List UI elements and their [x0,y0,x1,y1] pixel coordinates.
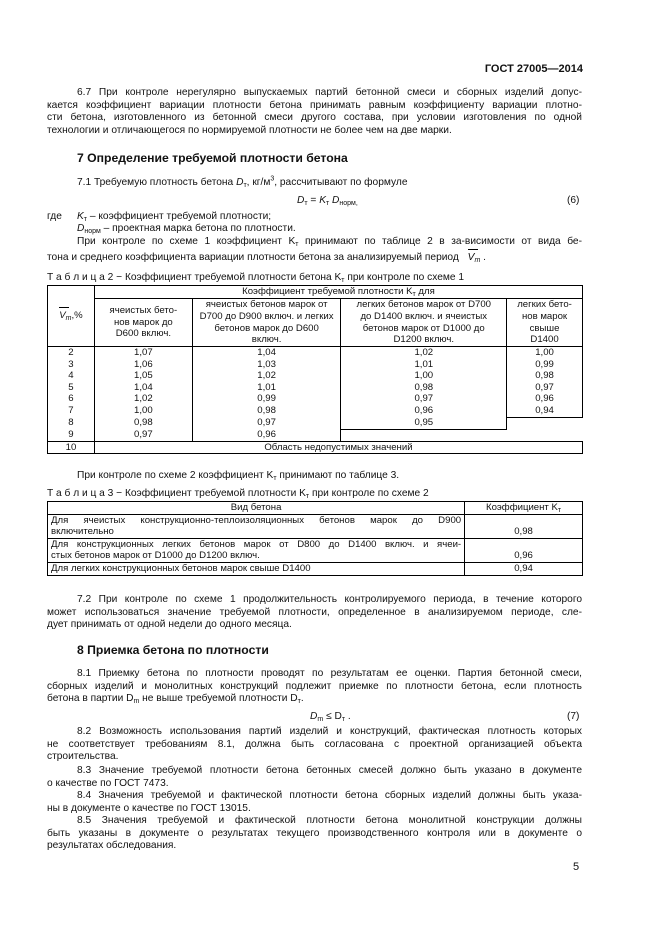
variation-cell: 5 [48,382,95,394]
section-8-title: 8 Приемка бетона по плотности [77,643,269,657]
coefficient-cell: 1,00 [94,405,192,417]
paragraph-8-2: 8.2 Возможность использования партий изделий и конструкций, фактическая плотность которых не соответствует требованиям 8.1, должна быть согласована с проектной организацией объекта строительства. [47,726,582,763]
col-header: легких бето- нов марок свыше D1400 [507,299,583,347]
col-header: Вид бетона [48,502,465,515]
col-header: легких бетонов марок от D700 до D1400 включ. и ячеистых бетонов марок от D1000 до D1200 включ. [341,299,507,347]
coefficient-cell: 1,05 [94,370,192,382]
coefficient-cell: 0,98 [192,405,341,417]
col-header: ячеистых бето- нов марок до D600 включ. [94,299,192,347]
where-label: где [47,211,62,222]
where-k: $K_т$ – коэффициент требуемой плотности; [77,211,272,223]
document-code: ГОСТ 27005—2014 [484,63,583,75]
coefficient-cell: 1,00 [341,370,507,382]
col-header: Коэффициент $K_т$ [465,502,583,515]
coefficient-cell: 0,98 [465,514,583,538]
table-2 [47,285,583,454]
coefficient-cell: 0,97 [192,417,341,429]
table-row [48,538,583,562]
concrete-type-cell: Для ячеистых конструкционно-теплоизоляционных бетонов марок до D900 включительно [48,514,465,538]
coefficient-cell: 1,03 [192,359,341,371]
coefficient-cell: 0,96 [341,405,507,417]
coefficient-cell [507,417,583,429]
vm-header: $V_m,\%$ [48,286,95,347]
table-row [48,359,583,371]
table-row [48,393,583,405]
coefficient-cell: 0,98 [341,382,507,394]
where-d: $D_{норм}$ – проектная марка бетона по плотности. [77,223,296,235]
coefficient-cell: 1,02 [192,370,341,382]
formula-6-number: (6) [567,195,580,206]
paragraph-8-5: 8.5 Значения требуемой и фактической плотности бетона монолитной конструкции должны быть указаны в документе о результатах текущего производственного контроля или в документе о результатах обследования. [47,815,582,852]
coefficient-cell: 0,97 [507,382,583,394]
coefficient-cell: 1,00 [507,347,583,359]
coefficient-cell: 0,98 [507,370,583,382]
coefficient-cell [507,429,583,441]
variation-cell: 2 [48,347,95,359]
group-header: Коэффициент требуемой плотности $K_т$ для [94,286,582,299]
table-3-caption: Т а б л и ц а 3 − Коэффициент требуемой плотности $K_т$ при контроле по схеме 2 [47,488,429,500]
coefficient-cell: 1,04 [192,347,341,359]
table-row [48,429,583,441]
variation-cell: 9 [48,429,95,441]
coefficient-cell: 0,96 [465,538,583,562]
table-row: 10 Область недопустимых значений [48,441,583,454]
paragraph-8-4: 8.4 Значения требуемой и фактической плотности бетона сборных изделий должны быть указа- ны в документе о качестве по ГОСТ 13015. [47,790,582,814]
coefficient-cell: 1,06 [94,359,192,371]
formula-6: $D_т = K_т$ $D_{норм,}$ [297,195,358,207]
coefficient-cell: 1,04 [94,382,192,394]
paragraph-7-2: 7.2 При контроле по схеме 1 продолжительность контролируемого периода, в течение которого может использоваться значение требуемой плотности, определенное в анализируемом периоде, сле- дует принимать от одной недели до одного месяца. [47,594,582,631]
variation-cell: 8 [48,417,95,429]
paragraph-7-1-cont: тона и среднего коэффициента вариации плотности бетона за анализируемый период $V_m$ . [47,252,486,265]
coefficient-cell: 0,96 [507,393,583,405]
coefficient-cell: 1,02 [341,347,507,359]
concrete-type-cell: Для конструкционных легких бетонов марок от D800 до D1400 включ. и ячеи- стых бетонов марок от D1000 до D1200 включ. [48,538,465,562]
paragraph-7-1-scheme1: При контроле по схеме 1 коэффициент $K_т$ принимают по таблице 2 в за-висимости от вида бе- [77,236,582,248]
coefficient-cell: 0,99 [192,393,341,405]
table-row [48,562,583,575]
page-number: 5 [573,861,580,873]
section-7-title: 7 Определение требуемой плотности бетона [77,151,348,165]
table-row [48,370,583,382]
table-row [48,417,583,429]
table-row [48,347,583,359]
coefficient-cell: 0,97 [94,429,192,441]
paragraph-8-3: 8.3 Значение требуемой плотности бетона бетонных смесей должно быть указано в документе о качестве по ГОСТ 7473. [47,765,582,789]
table-2-caption: Т а б л и ц а 2 − Коэффициент требуемой плотности бетона $K_т$ при контроле по схеме 1 [47,272,465,284]
coefficient-cell: 1,07 [94,347,192,359]
table-3 [47,501,583,576]
concrete-type-cell: Для легких конструкционных бетонов марок свыше D1400 [48,562,465,575]
coefficient-cell: 0,97 [341,393,507,405]
col-header: ячеистых бетонов марок от D700 до D900 включ. и легких бетонов марок до D600 включ. [192,299,341,347]
paragraph-7-1: 7.1 Требуемую плотность бетона $D_т$, $кг/м^3$, рассчитывают по формуле [77,175,408,189]
coefficient-cell: 1,02 [94,393,192,405]
paragraph-scheme-2: При контроле по схеме 2 коэффициент $K_т$ принимают по таблице 3. [77,470,400,482]
paragraph-8-1: 8.1 Приемку бетона по плотности проводят по результатам ее оценки. Партия бетонной смеси, сборных изделий и монолитных конструкций подлежит приемке по плотности бетона, если плотность бетона в партии $D_m$ не выше требуемой плотности $D_т$. [47,668,582,706]
variation-cell: 3 [48,359,95,371]
table-row [48,382,583,394]
table-row [48,405,583,417]
formula-7: $D_m \le D_т$ . [310,711,351,723]
variation-cell: 6 [48,393,95,405]
variation-cell: 4 [48,370,95,382]
coefficient-cell: 0,96 [192,429,341,441]
coefficient-cell: 0,94 [507,405,583,417]
coefficient-cell: 0,99 [507,359,583,371]
variation-cell: 7 [48,405,95,417]
coefficient-cell: 0,98 [94,417,192,429]
coefficient-cell [341,429,507,441]
paragraph-6-7: 6.7 При контроле нерегулярно выпускаемых партий бетонной смеси и сборных изделий допус- кается коэффициент вариации плотности бетона принимать равным коэффициенту вариации плотно- сти бетона, изготовленного из бетонной смеси другого состава, при условии изготовления по одной технологии и отличающегося по нормируемой плотности не более чем на две марки. [47,87,582,136]
formula-7-number: (7) [567,711,580,722]
coefficient-cell: 0,94 [465,562,583,575]
table-row [48,514,583,538]
coefficient-cell: 0,95 [341,417,507,429]
coefficient-cell: 1,01 [341,359,507,371]
coefficient-cell: 1,01 [192,382,341,394]
